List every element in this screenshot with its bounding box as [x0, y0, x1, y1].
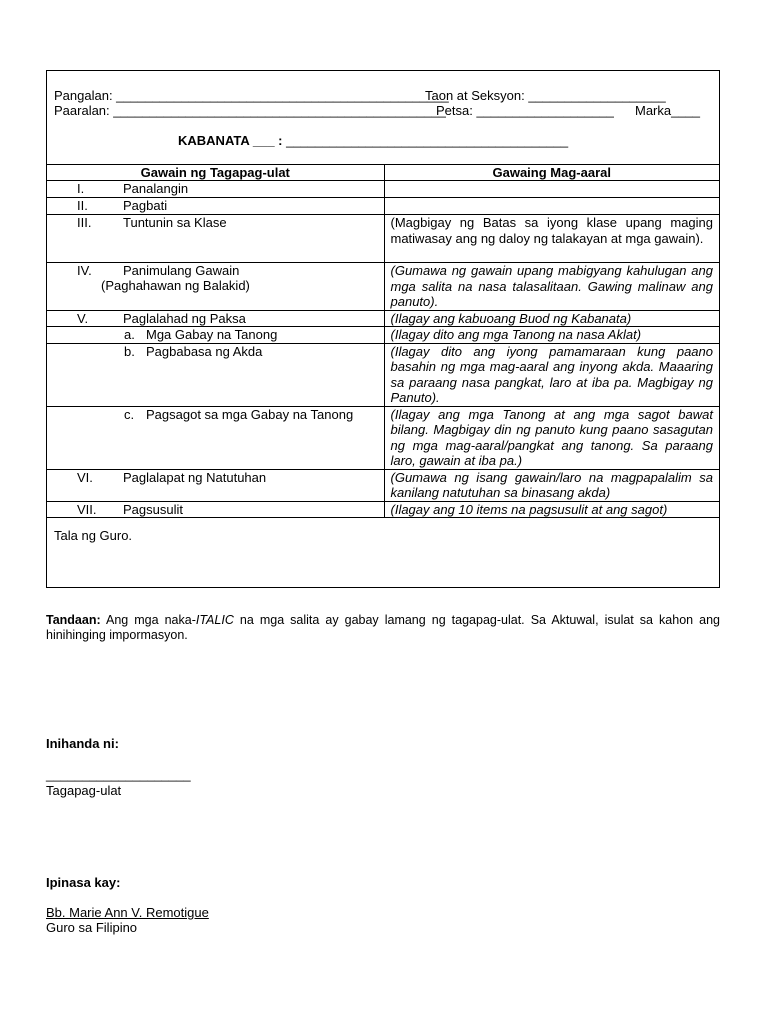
form-box — [46, 70, 720, 588]
reminder-note — [46, 613, 720, 643]
row-label: Paglalahad ng Paksa — [123, 310, 246, 326]
row-letter: b. — [124, 343, 135, 359]
table-row — [47, 263, 719, 311]
kabanata-line — [178, 133, 568, 149]
table-row — [47, 310, 719, 327]
kabanata-field[interactable]: _______________________________________ — [286, 133, 569, 148]
row-label: Tuntunin sa Klase — [123, 215, 227, 230]
table-row — [47, 181, 719, 198]
pangalan-field[interactable]: Pangalan: ______________________________________________ — [54, 88, 449, 103]
row-answer-cell[interactable] — [384, 198, 719, 215]
row-label: Panimulang Gawain — [123, 263, 240, 278]
row-answer-cell[interactable] — [384, 310, 719, 327]
row-answer-cell[interactable] — [384, 215, 719, 263]
row-label: Panalangin — [123, 181, 189, 196]
note-italic-word: ITALIC — [195, 613, 234, 627]
row-number: III. — [77, 215, 92, 230]
paaralan-field[interactable]: Paaralan: ______________________________________________ — [54, 103, 446, 118]
row-label: Pagbabasa ng Akda — [146, 343, 263, 359]
row-number: IV. — [77, 263, 92, 278]
kabanata-label: KABANATA ___ : — [178, 133, 283, 148]
teacher-role: Guro sa Filipino — [46, 920, 138, 935]
header-line-1 — [54, 88, 666, 103]
row-label: Mga Gabay na Tanong — [146, 327, 278, 342]
row-instruction: (Ilagay dito ang iyong pamamaraan kung paano basahin ng mga mag-aaral ang inyong akda. Maaaring sa paraang nasa pangkat, laro at iba pa. Magbigay ng Panuto). — [390, 343, 713, 405]
prepared-role: Tagapag-ulat — [46, 783, 122, 798]
row-sublabel: (Paghahawan ng Balakid) — [101, 278, 250, 293]
row-answer-cell[interactable] — [384, 501, 719, 518]
col-header-right: Gawaing Mag-aaral — [384, 165, 719, 181]
row-instruction: (Ilagay dito ang mga Tanong na nasa Aklat) — [390, 327, 642, 342]
row-number: VI. — [77, 469, 93, 485]
row-label: Paglalapat ng Natutuhan — [123, 469, 267, 485]
activity-table — [47, 164, 719, 518]
row-answer-cell[interactable] — [384, 181, 719, 198]
row-answer-cell[interactable] — [384, 263, 719, 311]
table-row — [47, 469, 719, 501]
row-number: I. — [77, 181, 85, 196]
submitted-to-label: Ipinasa kay: — [46, 875, 121, 890]
row-answer-cell[interactable] — [384, 343, 719, 406]
row-letter: a. — [124, 327, 135, 342]
row-instruction: (Gumawa ng gawain upang mabigyang kahulugan ang mga salita na nasa talasalitaan. Gawing malinaw ang panuto). — [390, 263, 713, 309]
note-part2: na mga salita ay gabay lamang ng tagapag-ulat. Sa Aktuwal, isulat sa kahon ang hinihinging impormasyon. — [46, 613, 720, 642]
row-instruction: (Ilagay ang kabuoang Buod ng Kabanata) — [390, 310, 632, 326]
row-instruction: (Ilagay ang mga Tanong at ang mga sagot bawat bilang. Magbigay din ng panuto kung paano sasagutan ng mga mag-aaral/pangkat ang tanong. Sa paraang laro, gawain at iba pa.) — [390, 406, 713, 468]
row-answer-cell[interactable] — [384, 327, 719, 344]
note-part1: Ang mga naka- — [100, 613, 196, 627]
row-label: Pagbati — [123, 198, 168, 213]
header-line-2 — [54, 103, 701, 118]
table-row — [47, 501, 719, 518]
row-answer-cell[interactable] — [384, 406, 719, 469]
row-answer-cell[interactable] — [384, 469, 719, 501]
taon-seksyon-field[interactable]: Taon at Seksyon: ___________________ — [425, 88, 666, 103]
row-number: II. — [77, 198, 88, 213]
row-instruction: (Magbigay ng Batas sa iyong klase upang maging matiwasay ang ng daloy ng talakayan at mga gawain). — [390, 215, 713, 246]
table-row — [47, 343, 719, 406]
row-label: Pagsusulit — [123, 501, 183, 517]
petsa-field[interactable]: Petsa: ___________________ — [436, 103, 614, 118]
row-instruction: (Ilagay ang 10 items na pagsusulit at ang sagot) — [390, 501, 668, 517]
marka-field[interactable]: Marka____ — [635, 103, 701, 118]
row-number: V. — [77, 310, 89, 326]
table-row — [47, 198, 719, 215]
table-header-row — [47, 165, 719, 181]
teacher-name: Bb. Marie Ann V. Remotigue — [46, 905, 209, 920]
row-number: VII. — [77, 501, 97, 517]
table-row — [47, 406, 719, 469]
table-row — [47, 327, 719, 344]
table-row — [47, 215, 719, 263]
row-instruction: (Gumawa ng isang gawain/laro na magpapalalim sa kanilang natutuhan sa binasang akda) — [390, 469, 713, 500]
row-label: Pagsagot sa mga Gabay na Tanong — [146, 406, 354, 422]
row-letter: c. — [124, 406, 135, 422]
col-header-left: Gawain ng Tagapag-ulat — [47, 165, 384, 181]
signature-line[interactable]: ____________________ — [46, 767, 191, 782]
teacher-notes-label[interactable]: Tala ng Guro. — [54, 528, 133, 543]
note-lead: Tandaan: — [46, 613, 101, 627]
prepared-by-label: Inihanda ni: — [46, 736, 119, 751]
